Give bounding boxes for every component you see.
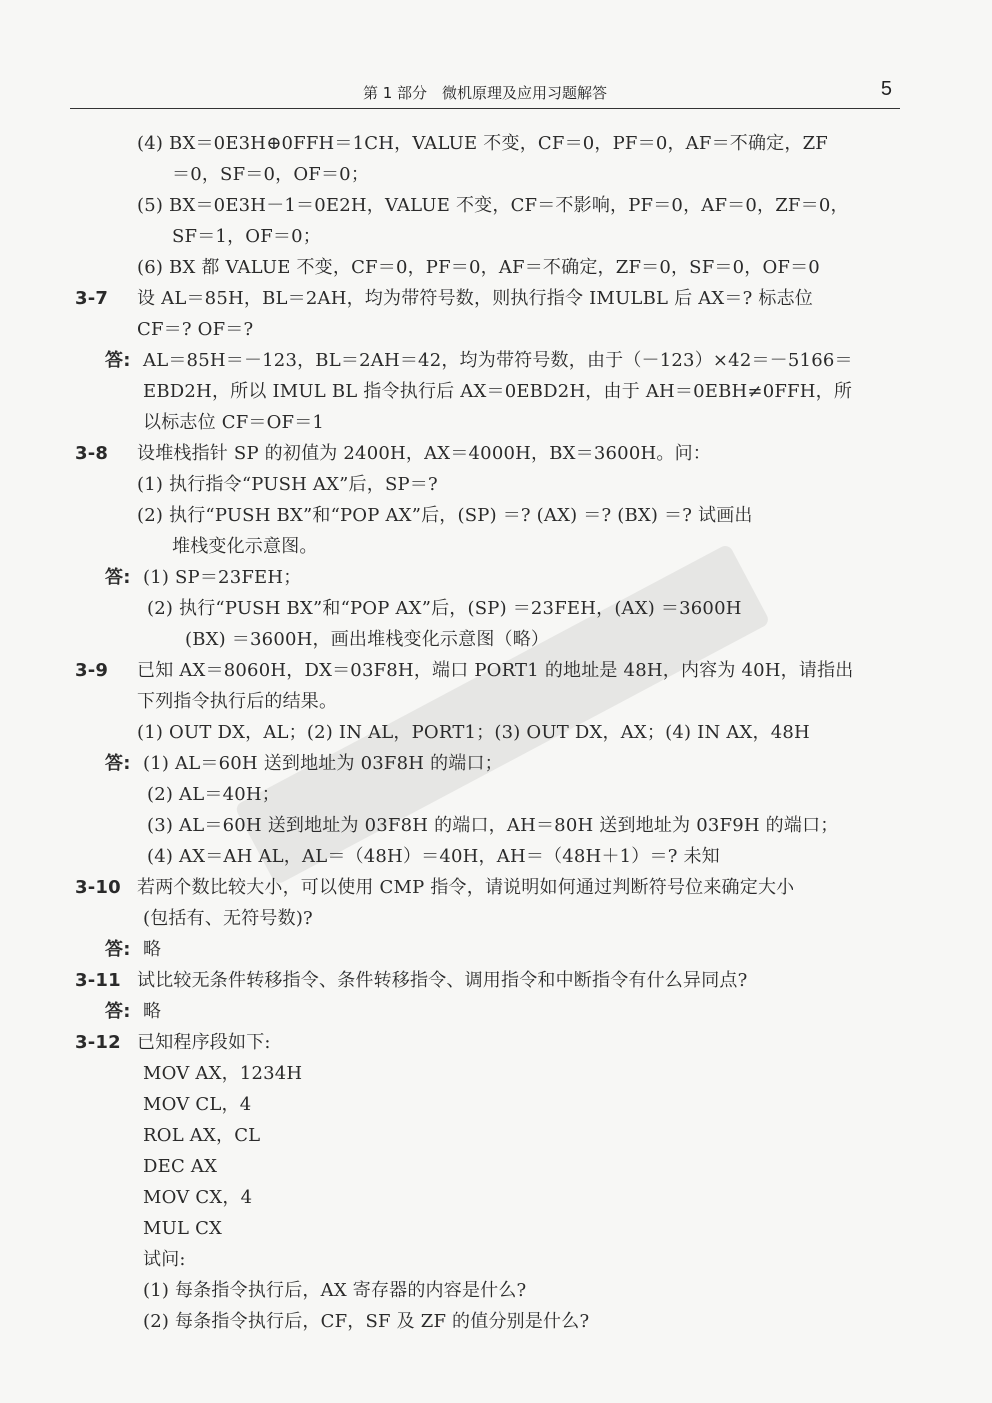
text-line	[143, 1186, 252, 1210]
line-text: (6) BX 都 VALUE 不变，CF＝0，PF＝0，AF＝不确定，ZF＝0，SF＝0，OF＝0	[137, 257, 820, 278]
line-text: (3) AL＝60H 送到地址为 03F8H 的端口，AH＝80H 送到地址为 03F9H 的端口；	[147, 815, 839, 836]
question-number: 3-8	[75, 443, 109, 464]
line-text: 以标志位 CF＝OF＝1	[143, 412, 325, 433]
answer-line	[105, 938, 161, 962]
line-text: (包括有、无符号数)?	[143, 908, 313, 929]
text-line	[143, 907, 313, 931]
line-text: (2) 每条指令执行后，CF，SF 及 ZF 的值分别是什么?	[143, 1311, 590, 1332]
line-text: MOV AX，1234H	[143, 1063, 303, 1084]
answer-line	[105, 1000, 161, 1024]
text-line	[143, 1093, 251, 1117]
question-line	[75, 287, 813, 311]
line-text: 试问:	[143, 1249, 186, 1270]
answer-label: 答:	[105, 1001, 131, 1022]
question-line	[75, 969, 747, 993]
answer-line	[105, 349, 853, 373]
question-number: 3-10	[75, 877, 121, 898]
page-number: 5	[880, 78, 892, 100]
line-text: 下列指令执行后的结果。	[137, 691, 338, 712]
line-text: (2) 执行“PUSH BX”和“POP AX”后，(SP) ＝? (AX) ＝? (BX) ＝? 试画出	[137, 505, 753, 526]
text-line	[143, 1217, 222, 1241]
text-line	[143, 1279, 526, 1303]
text-line	[137, 132, 828, 156]
line-text: 设堆栈指针 SP 的初值为 2400H，AX＝4000H，BX＝3600H。问：	[137, 443, 711, 464]
text-line	[172, 163, 369, 187]
question-number: 3-11	[75, 970, 121, 991]
question-number: 3-9	[75, 660, 109, 681]
line-text: 设 AL＝85H，BL＝2AH，均为带符号数，则执行指令 IMULBL 后 AX＝? 标志位	[137, 288, 813, 309]
text-line	[172, 225, 321, 249]
line-text: DEC AX	[143, 1156, 218, 1177]
text-line	[143, 1310, 589, 1334]
question-number: 3-7	[75, 288, 109, 309]
question-line	[75, 659, 853, 683]
text-line	[137, 690, 337, 714]
answer-label: 答:	[105, 753, 131, 774]
line-text: 略	[143, 1001, 162, 1022]
answer-label: 答:	[105, 350, 131, 371]
line-text: SF＝1，OF＝0；	[172, 226, 321, 247]
text-line	[137, 721, 810, 745]
text-line	[147, 597, 742, 621]
page-header	[70, 80, 900, 109]
line-text: ＝0，SF＝0，OF＝0；	[172, 164, 370, 185]
line-text: (5) BX＝0E3H－1＝0E2H，VALUE 不变，CF＝不影响，PF＝0，AF＝0，ZF＝0，	[137, 195, 849, 216]
question-number: 3-12	[75, 1032, 121, 1053]
line-text: (1) OUT DX，AL；(2) IN AL，PORT1；(3) OUT DX，AX；(4) IN AX，48H	[137, 722, 810, 743]
question-line	[75, 1031, 271, 1055]
text-line	[137, 256, 820, 280]
line-text: 略	[143, 939, 162, 960]
line-text: (4) BX＝0E3H⊕0FFH＝1CH，VALUE 不变，CF＝0，PF＝0，AF＝不确定，ZF	[137, 133, 828, 154]
line-text: 试比较无条件转移指令、条件转移指令、调用指令和中断指令有什么异同点?	[137, 970, 748, 991]
line-text: (1) SP＝23FEH；	[143, 567, 302, 588]
answer-line	[105, 566, 302, 590]
text-line	[137, 473, 438, 497]
text-line	[137, 318, 253, 342]
line-text: 堆栈变化示意图。	[172, 536, 318, 557]
text-line	[185, 628, 549, 652]
text-line	[172, 535, 318, 559]
line-text: (4) AX＝AH AL，AL＝（48H）＝40H，AH＝（48H＋1）＝? 未知	[147, 846, 720, 867]
text-line	[143, 1062, 302, 1086]
line-text: (1) AL＝60H 送到地址为 03F8H 的端口；	[143, 753, 503, 774]
line-text: 若两个数比较大小，可以使用 CMP 指令，请说明如何通过判断符号位来确定大小	[137, 877, 795, 898]
text-line	[143, 1248, 186, 1272]
question-line	[75, 442, 711, 466]
answer-label: 答:	[105, 939, 131, 960]
line-text: MOV CX，4	[143, 1187, 253, 1208]
text-line	[137, 194, 849, 218]
text-line	[143, 411, 324, 435]
text-line	[147, 814, 838, 838]
line-text: EBD2H，所以 IMUL BL 指令执行后 AX＝0EBD2H，由于 AH＝0EBH≠0FFH，所	[143, 381, 853, 402]
line-text: (1) 执行指令“PUSH AX”后，SP＝?	[137, 474, 438, 495]
section-title: 第 1 部分 微机原理及应用习题解答	[362, 84, 608, 102]
line-text: MOV CL，4	[143, 1094, 252, 1115]
question-line	[75, 876, 794, 900]
line-text: MUL CX	[143, 1218, 223, 1239]
line-text: (1) 每条指令执行后，AX 寄存器的内容是什么?	[143, 1280, 527, 1301]
line-text: AL＝85H＝－123，BL＝2AH＝42，均为带符号数，由于（－123）×42＝－5166＝	[143, 350, 853, 371]
answer-label: 答:	[105, 567, 131, 588]
text-line	[143, 1124, 260, 1148]
answer-line	[105, 752, 503, 776]
text-line	[143, 1155, 217, 1179]
line-text: 已知程序段如下:	[137, 1032, 271, 1053]
text-line	[137, 504, 753, 528]
text-line	[147, 783, 280, 807]
text-line	[147, 845, 720, 869]
line-text: (BX) ＝3600H，画出堆栈变化示意图（略）	[185, 629, 550, 650]
line-text: 已知 AX＝8060H，DX＝03F8H，端口 PORT1 的地址是 48H，内容为 40H，请指出	[137, 660, 854, 681]
line-text: (2) 执行“PUSH BX”和“POP AX”后，(SP) ＝23FEH，(AX) ＝3600H	[147, 598, 742, 619]
line-text: ROL AX，CL	[143, 1125, 261, 1146]
text-line	[143, 380, 852, 404]
line-text: CF＝? OF＝?	[137, 319, 254, 340]
line-text: (2) AL＝40H；	[147, 784, 280, 805]
